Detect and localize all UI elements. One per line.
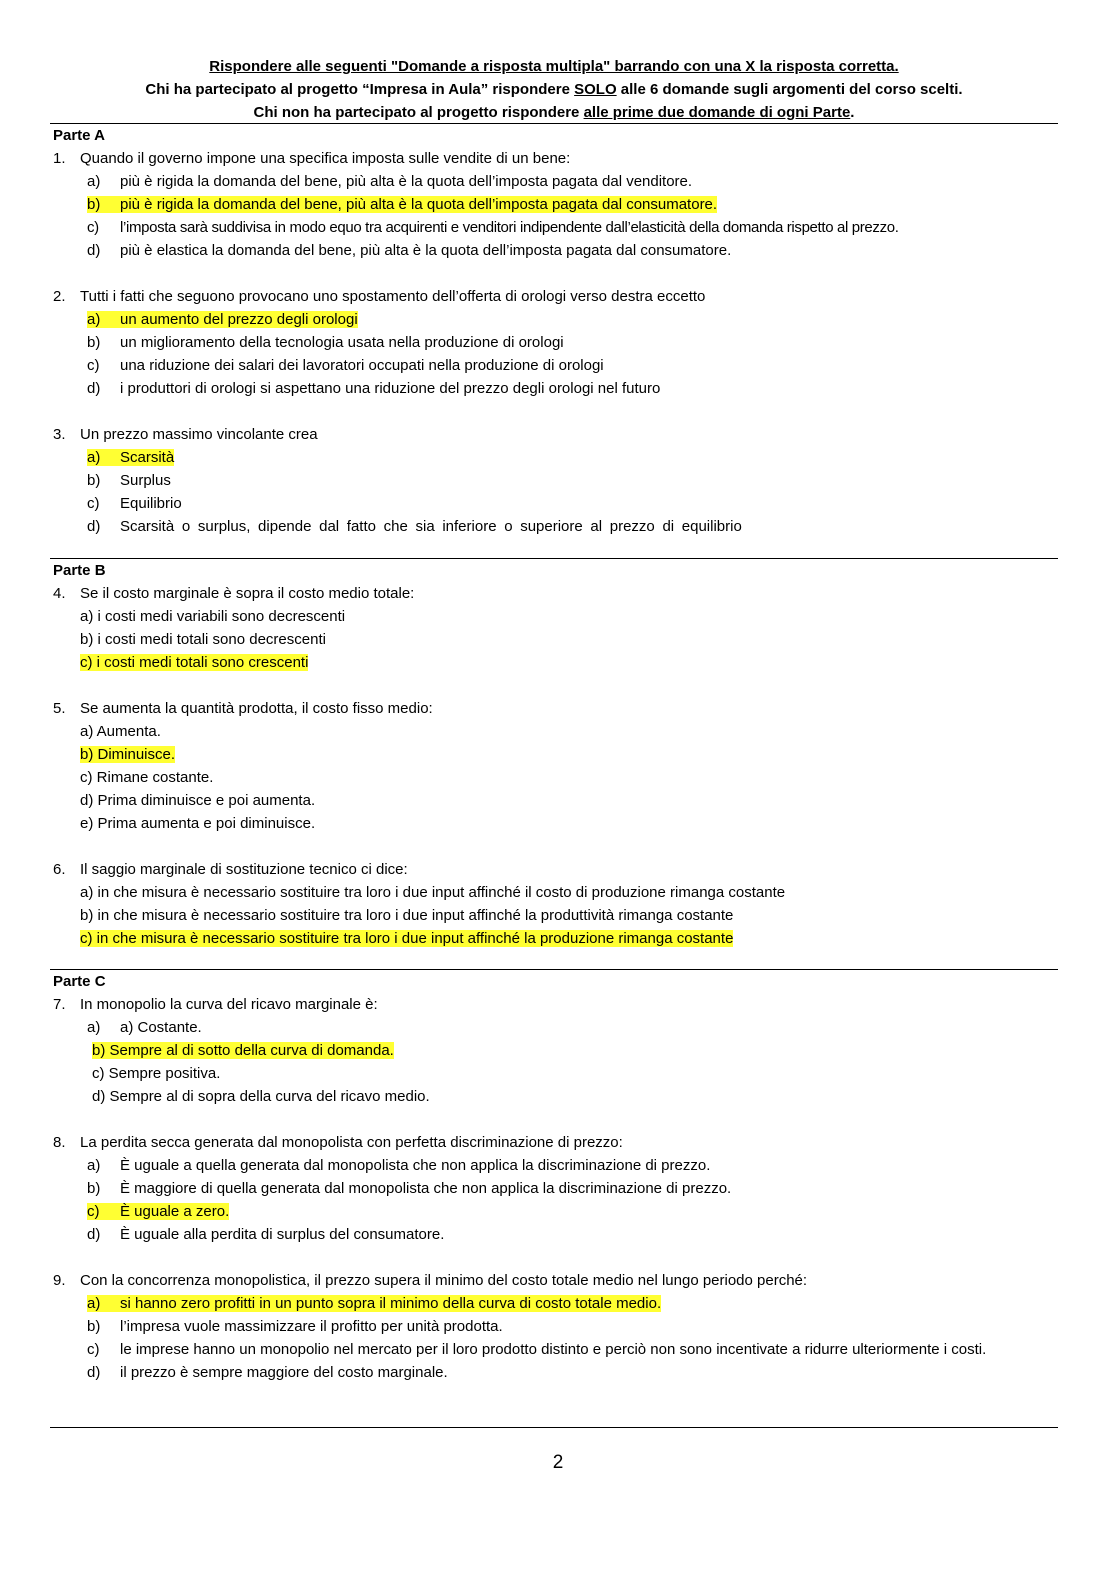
option-2c[interactable]: c) una riduzione dei salari dei lavoratori occupati nella produzione di orologi	[87, 357, 604, 374]
option-6a[interactable]: a) in che misura è necessario sostituire tra loro i due input affinché il costo di produzione rimanga costante	[80, 884, 786, 901]
option-1b-correct[interactable]: b) più è rigida la domanda del bene, più alta è la quota dell’imposta pagata dal consumatore.	[87, 196, 718, 213]
part-title: Parte C	[53, 973, 106, 990]
option-6c-correct[interactable]: c) in che misura è necessario sostituire tra loro i due input affinché la produzione rimanga costante	[80, 930, 734, 947]
instructions-line-2: Chi ha partecipato al progetto “Impresa in Aula” rispondere SOLO alle 6 domande sugli argomenti del corso scelti.	[145, 81, 963, 98]
option-1d[interactable]: d) più è elastica la domanda del bene, più alta è la quota dell’imposta pagata dal consumatore.	[87, 242, 732, 259]
option-3c[interactable]: c) Equilibrio	[87, 495, 182, 512]
option-4b[interactable]: b) i costi medi totali sono decrescenti	[80, 631, 326, 648]
question-8: 8. La perdita secca generata dal monopolista con perfetta discriminazione di prezzo:	[53, 1134, 623, 1151]
option-5b-correct[interactable]: b) Diminuisce.	[80, 746, 176, 763]
question-6: 6. Il saggio marginale di sostituzione tecnico ci dice:	[53, 861, 408, 878]
option-7b-correct[interactable]: b) Sempre al di sotto della curva di domanda.	[92, 1042, 394, 1059]
option-8a[interactable]: a) È uguale a quella generata dal monopolista che non applica la discriminazione di prezzo.	[87, 1157, 711, 1174]
page-number: 2	[552, 1452, 564, 1473]
instructions-line-1: Rispondere alle seguenti "Domande a risposta multipla" barrando con una X la risposta corretta.	[209, 58, 899, 75]
option-7c[interactable]: c) Sempre positiva.	[92, 1065, 221, 1082]
question-1: 1. Quando il governo impone una specifica imposta sulle vendite di un bene:	[53, 150, 571, 167]
option-4c-correct[interactable]: c) i costi medi totali sono crescenti	[80, 654, 309, 671]
option-3b[interactable]: b) Surplus	[87, 472, 171, 489]
option-6b[interactable]: b) in che misura è necessario sostituire tra loro i due input affinché la produttività rimanga costante	[80, 907, 734, 924]
instructions-header	[50, 55, 1058, 124]
question-2: 2. Tutti i fatti che seguono provocano uno spostamento dell’offerta di orologi verso destra eccetto	[53, 288, 706, 305]
option-9c[interactable]: c) le imprese hanno un monopolio nel mercato per il loro prodotto distinto e perciò non sono incentivate a ridurre ulteriormente i costi.	[87, 1341, 987, 1358]
option-8d[interactable]: d) È uguale alla perdita di surplus del consumatore.	[87, 1226, 445, 1243]
option-8b[interactable]: b) È maggiore di quella generata dal monopolista che non applica la discriminazione di prezzo.	[87, 1180, 732, 1197]
option-9b[interactable]: b) l’impresa vuole massimizzare il profitto per unità prodotta.	[87, 1318, 503, 1335]
option-1a[interactable]: a) più è rigida la domanda del bene, più alta è la quota dell’imposta pagata dal venditore.	[87, 173, 693, 190]
option-5d[interactable]: d) Prima diminuisce e poi aumenta.	[80, 792, 316, 809]
part-title: Parte B	[53, 562, 106, 579]
option-4a[interactable]: a) i costi medi variabili sono decrescenti	[80, 608, 346, 625]
part-title: Parte A	[53, 127, 105, 144]
option-8c-correct[interactable]: c) È uguale a zero.	[87, 1203, 230, 1220]
option-9d[interactable]: d) il prezzo è sempre maggiore del costo marginale.	[87, 1364, 448, 1381]
part-c	[53, 970, 1058, 1384]
option-2a-correct[interactable]: a) un aumento del prezzo degli orologi	[87, 311, 358, 328]
option-2b[interactable]: b) un miglioramento della tecnologia usata nella produzione di orologi	[87, 334, 564, 351]
option-3a-correct[interactable]: a) Scarsità	[87, 449, 175, 466]
option-7d[interactable]: d) Sempre al di sopra della curva del ricavo medio.	[92, 1088, 430, 1105]
part-b	[53, 559, 1058, 950]
option-7a[interactable]: a) a) Costante.	[87, 1019, 202, 1036]
question-3: 3. Un prezzo massimo vincolante crea	[53, 426, 318, 443]
option-5c[interactable]: c) Rimane costante.	[80, 769, 214, 786]
option-9a-correct[interactable]: a) si hanno zero profitti in un punto sopra il minimo della curva di costo totale medio.	[87, 1295, 662, 1312]
question-5: 5. Se aumenta la quantità prodotta, il costo fisso medio:	[53, 700, 433, 717]
option-3d[interactable]: d) Scarsità o surplus, dipende dal fatto che sia inferiore o superiore al prezzo di equilibrio	[87, 518, 742, 535]
option-5e[interactable]: e) Prima aumenta e poi diminuisce.	[80, 815, 316, 832]
question-9: 9. Con la concorrenza monopolistica, il prezzo supera il minimo del costo totale medio nel lungo periodo perché:	[53, 1272, 808, 1289]
instructions-line-3: Chi non ha partecipato al progetto rispondere alle prime due domande di ogni Parte.	[253, 104, 855, 121]
divider	[50, 1427, 1058, 1428]
question-7: 7. In monopolio la curva del ricavo marginale è:	[53, 996, 378, 1013]
part-a	[53, 124, 1058, 538]
option-2d[interactable]: d) i produttori di orologi si aspettano una riduzione del prezzo degli orologi nel futuro	[87, 380, 661, 397]
question-4: 4. Se il costo marginale è sopra il costo medio totale:	[53, 585, 415, 602]
option-1c[interactable]: c) l’imposta sarà suddivisa in modo equo tra acquirenti e venditori indipendente dall’elasticità della domanda rispetto al prezzo.	[87, 219, 899, 236]
option-5a[interactable]: a) Aumenta.	[80, 723, 161, 740]
